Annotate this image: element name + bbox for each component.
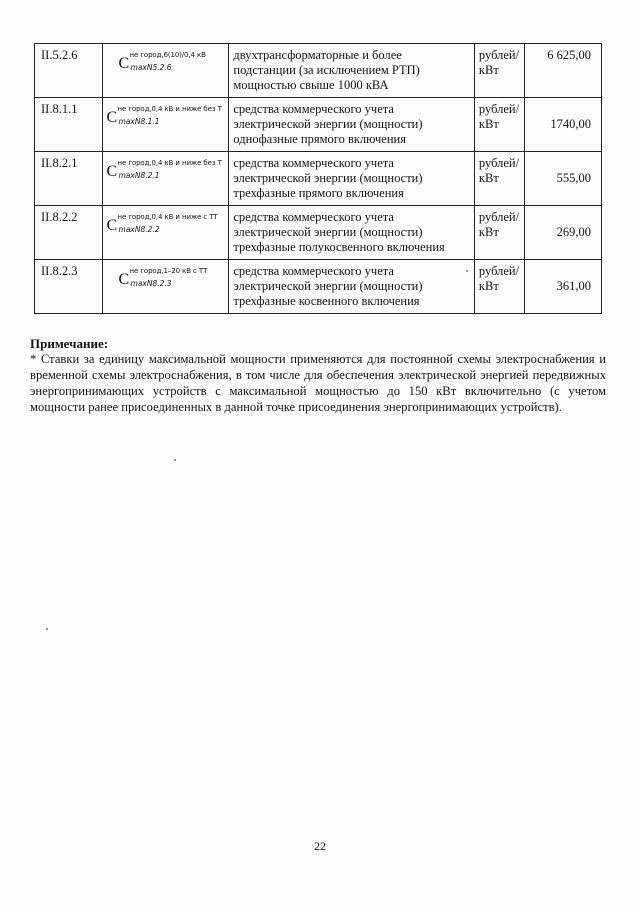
formula-base: C [106, 109, 118, 126]
tariff-table [34, 43, 602, 314]
rate-formula [105, 209, 227, 239]
formula-subscript: maxN8.2.3 [130, 279, 172, 288]
unit-line: рублей/ [478, 210, 520, 224]
formula-superscript: не город,6(10)/0,4 кВ [129, 51, 206, 59]
formula-superscript: не город,0,4 кВ и ниже без Т [117, 105, 222, 113]
scan-speck [46, 628, 48, 630]
description-line: средства коммерческого учета [233, 264, 394, 278]
rate-code: II.8.1.1 [35, 98, 103, 152]
rate-description [229, 260, 475, 314]
formula-subscript: maxN8.2.2 [118, 225, 160, 234]
rate-description [229, 206, 475, 260]
description-line: электрической энергии (мощности) [233, 279, 423, 293]
rate-value: 361,00 [525, 260, 602, 314]
description-line: двухтрансформаторные и более [233, 48, 402, 62]
rate-unit [474, 98, 524, 152]
unit-line: рублей/ [478, 48, 520, 62]
table-row [35, 206, 602, 260]
rate-formula-cell [102, 152, 229, 206]
rate-description [229, 152, 475, 206]
unit-line: кВт [478, 279, 499, 293]
unit-line: кВт [478, 63, 499, 77]
description-line: трехфазные полукосвенного включения [233, 240, 445, 254]
rate-formula [105, 155, 227, 185]
rate-formula-cell [102, 260, 229, 314]
description-line: однофазные прямого включения [233, 132, 406, 146]
unit-line: рублей/ [478, 156, 520, 170]
rate-formula-cell [102, 98, 229, 152]
unit-line: кВт [478, 117, 499, 131]
rate-value: 555,00 [525, 152, 602, 206]
rate-code: II.5.2.6 [35, 44, 103, 98]
rate-description [229, 98, 475, 152]
rate-formula-cell [102, 44, 229, 98]
formula-subscript: maxN5.2.6 [130, 63, 172, 72]
description-line: средства коммерческого учета [233, 156, 394, 170]
rate-description [229, 44, 475, 98]
description-line: трехфазные прямого включения [233, 186, 404, 200]
unit-line: рублей/ [478, 264, 520, 278]
note-text: * Ставки за единицу максимальной мощности применяются для постоянной схемы электроснабжения и временной схемы электроснабжения, в том числе для обеспечения электрической энергией передвижных энергопринимающих устройств с максимальной мощностью до 150 кВт включительно (с учетом мощности ранее присоединенных в данной точке присоединения энергопринимающих устройств). [30, 352, 606, 414]
formula-base: C [106, 217, 118, 234]
unit-line: рублей/ [478, 102, 520, 116]
rate-unit [474, 152, 524, 206]
rate-formula [105, 263, 227, 293]
rate-unit [474, 44, 524, 98]
formula-base: C [118, 271, 130, 288]
formula-base: C [118, 55, 130, 72]
description-line: средства коммерческого учета [233, 102, 394, 116]
scan-speck [466, 270, 468, 272]
formula-superscript: не город,0,4 кВ и ниже с ТТ [117, 213, 218, 221]
rate-code: II.8.2.3 [35, 260, 103, 314]
formula-subscript: maxN8.2.1 [118, 171, 160, 180]
note-title: Примечание: [30, 336, 109, 351]
formula-superscript: не город,1–20 кВ с ТТ [129, 267, 208, 275]
description-line: трехфазные косвенного включения [233, 294, 420, 308]
formula-superscript: не город,0,4 кВ и ниже без Т [117, 159, 222, 167]
rate-value: 1740,00 [525, 98, 602, 152]
formula-base: C [106, 163, 118, 180]
unit-line: кВт [478, 225, 499, 239]
description-line: подстанции (за исключением РТП) [233, 63, 420, 77]
description-line: средства коммерческого учета [233, 210, 394, 224]
description-line: электрической энергии (мощности) [233, 117, 423, 131]
description-line: электрической энергии (мощности) [233, 225, 423, 239]
rate-unit [474, 260, 524, 314]
rate-unit [474, 206, 524, 260]
description-line: мощностью свыше 1000 кВА [233, 78, 389, 92]
table-row [35, 44, 602, 98]
page-number: 22 [314, 839, 326, 853]
unit-line: кВт [478, 171, 499, 185]
rate-code: II.8.2.2 [35, 206, 103, 260]
rate-formula [105, 47, 227, 77]
rate-code: II.8.2.1 [35, 152, 103, 206]
table-row [35, 260, 602, 314]
rate-formula-cell [102, 206, 229, 260]
rate-value: 269,00 [525, 206, 602, 260]
table-row [35, 98, 602, 152]
formula-subscript: maxN8.1.1 [118, 117, 160, 126]
table-row [35, 152, 602, 206]
scan-speck [174, 459, 176, 461]
rate-formula [105, 101, 227, 131]
description-line: электрической энергии (мощности) [233, 171, 423, 185]
rate-value: 6 625,00 [525, 44, 602, 98]
